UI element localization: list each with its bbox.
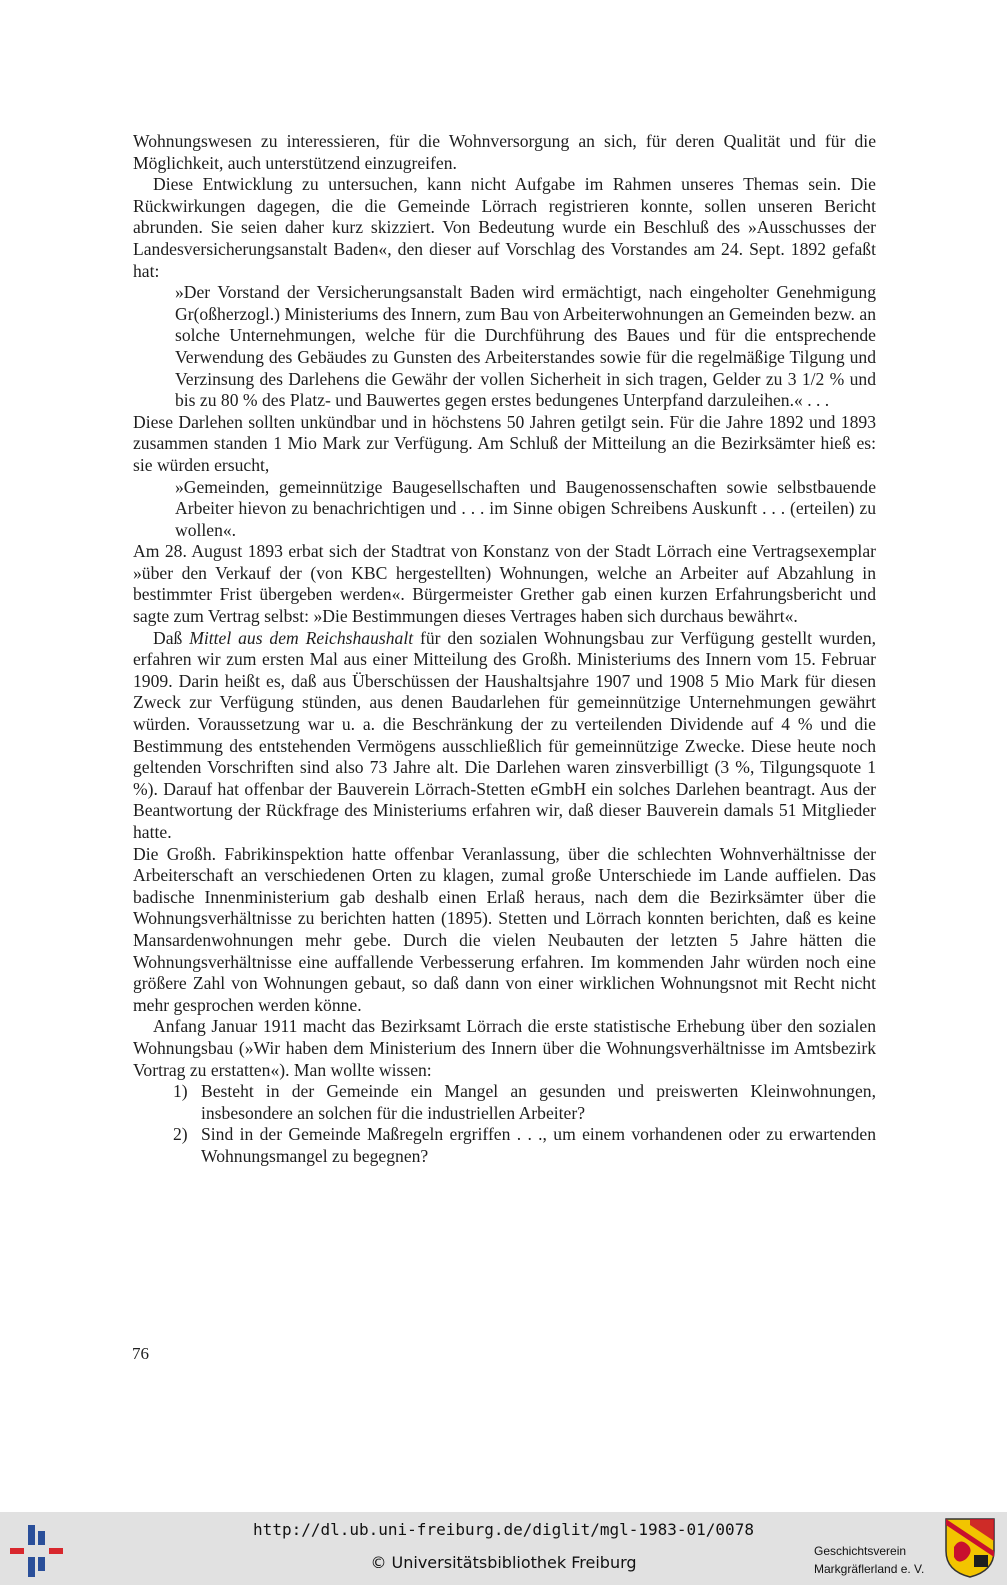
question-list xyxy=(133,1081,876,1167)
block-quote: »Gemeinden, gemeinnützige Baugesellschaften und Baugenossenschaften sowie selbstbauende Arbeiter hievon zu benachrichtigen und . . . im Sinne obigen Schreibens Auskunft . . . (erteilen) zu wollen«. xyxy=(175,476,876,540)
list-number: 1) xyxy=(173,1081,188,1102)
society-name-line: Markgräflerland e. V. xyxy=(814,1562,925,1576)
document-body xyxy=(133,131,876,1168)
footer-bar xyxy=(0,1512,1007,1585)
block-quote: »Der Vorstand der Versicherungsanstalt Baden wird ermächtigt, nach eingeholter Genehmigung Gr(oßherzogl.) Ministeriums des Innern, zum Bau von Arbeiterwohnungen an Gemeinden bezw. an solche Unternehmungen, welche für die Durchführung des Baues und für die entsprechende Verwendung des Gebäudes zu Gunsten des Arbeiterstandes sowie für die regelmäßige Tilgung und Verzinsung des Darlehens die Gewähr der vollen Sicherheit in sich tragen, Gelder zu 3 1/2 % und bis zu 80 % des Platz- und Bauwertes gegen erstes bedungenes Unterpfand darzuleihen.« . . . xyxy=(175,282,876,411)
society-name-line: Geschichtsverein xyxy=(814,1544,907,1558)
paragraph-rest: für den sozialen Wohnungsbau zur Verfügung gestellt wurden, erfahren wir zum ersten Mal aus einer Mitteilung des Großh. Ministeriums des Innern vom 15. Februar 1909. Darin heißt es, daß aus Überschüssen der Haushaltsjahre 1907 und 1908 5 Mio Mark für diesen Zweck zur Verfügung stünden, aus denen Baudarlehen für gemeinnützige Unternehmungen gewährt würden. Voraussetzung war u. a. die Beschränkung der zu verteilenden Dividende auf 4 % und die Bestimmung des entstehenden Vermögens ausschließlich für gemeinnützige Zwecke. Diese heute noch geltenden Vorschriften sind also 73 Jahre alt. Die Darlehen waren zinsverbilligt (3 %, Tilgungsquote 1 %). Darauf hat offenbar der Bauverein Lörrach-Stetten eGmbH ein solches Darlehen beantragt. Aus der Beantwortung der Rückfrage des Ministeriums erfahren wir, daß dieser Bauverein damals 51 Mitglieder hatte. xyxy=(133,627,877,842)
list-text: Sind in der Gemeinde Maßregeln ergriffen . . ., um einem vorhandenen oder zu erwartenden Wohnungsmangel zu begegnen? xyxy=(201,1124,876,1166)
paragraph: Am 28. August 1893 erbat sich der Stadtrat von Konstanz von der Stadt Lörrach eine Vertragsexemplar »über den Verkauf der (von KBC hergestellten) Wohnungen, welche an Arbeiter auf Abzahlung in bestimmter Frist übergeben werden«. Bürgermeister Grether gab einen kurzen Erfahrungsbericht und sagte zum Vertrag selbst: »Die Bestimmungen dieses Vertrages haben sich durchaus bewährt«. xyxy=(133,541,876,627)
paragraph: Wohnungswesen zu interessieren, für die Wohnversorgung an sich, für deren Qualität und für die Möglichkeit, auch unterstützend einzugreifen. xyxy=(133,131,876,173)
paragraph: Anfang Januar 1911 macht das Bezirksamt Lörrach die erste statistische Erhebung über den sozialen Wohnungsbau (»Wir haben dem Ministerium des Innern über die Wohnungsverhältnisse im Amtsbezirk Vortrag zu erstatten«). Man wollte wissen: xyxy=(133,1016,876,1080)
paragraph xyxy=(133,628,876,844)
source-url-link[interactable]: http://dl.ub.uni-freiburg.de/diglit/mgl-1983-01/0078 xyxy=(253,1520,754,1539)
society-name xyxy=(814,1542,924,1578)
page-number: 76 xyxy=(132,1344,149,1363)
emphasis: Mittel aus dem Reichshaushalt xyxy=(189,627,414,648)
list-item xyxy=(133,1124,876,1167)
paragraph: Diese Entwicklung zu untersuchen, kann nicht Aufgabe im Rahmen unseres Themas sein. Die Rückwirkungen dagegen, die die Gemeinde Lörrach registrieren konnte, sollen unseren Bericht abrunden. Sie seien daher kurz skizziert. Von Bedeutung wurde ein Beschluß des »Ausschusses der Landesversicherungsanstalt Baden«, den dieser auf Vorschlag des Vorstandes am 24. Sept. 1892 gefaßt hat: xyxy=(133,174,876,281)
coat-of-arms-icon xyxy=(944,1517,996,1579)
list-text: Besteht in der Gemeinde ein Mangel an gesunden und preiswerten Kleinwohnungen, insbesondere an solchen für die industriellen Arbeiter? xyxy=(201,1081,876,1123)
list-item xyxy=(133,1081,876,1124)
paragraph: Die Großh. Fabrikinspektion hatte offenbar Veranlassung, über die schlechten Wohnverhältnisse der Arbeiterschaft an verschiedenen Orten zu klagen, zumal große Unterschiede im Lande auffielen. Das badische Innenministerium gab deshalb einen Erlaß heraus, nach dem die Bezirksämter über die Wohnungsverhältnisse zu berichten hatten (1895). Stetten und Lörrach konnten berichten, daß es keine Mansardenwohnungen mehr gebe. Durch die vielen Neubauten der letzten 5 Jahre hätten die Wohnungsverhältnisse eine auffallende Verbesserung erfahren. Im kommenden Jahr würden noch eine größere Zahl von Wohnungen gebaut, so daß dann von einer wirklichen Wohnungsnot mit Recht nicht mehr gesprochen werden könne. xyxy=(133,843,876,1015)
paragraph-start: Daß xyxy=(153,627,190,648)
list-number: 2) xyxy=(173,1124,188,1145)
paragraph: Diese Darlehen sollten unkündbar und in höchstens 50 Jahren getilgt sein. Für die Jahre 1892 und 1893 zusammen standen 1 Mio Mark zur Verfügung. Am Schluß der Mitteilung an die Bezirksämter hieß es: sie würden ersucht, xyxy=(133,411,876,475)
copyright-notice: © Universitätsbibliothek Freiburg xyxy=(370,1553,637,1572)
